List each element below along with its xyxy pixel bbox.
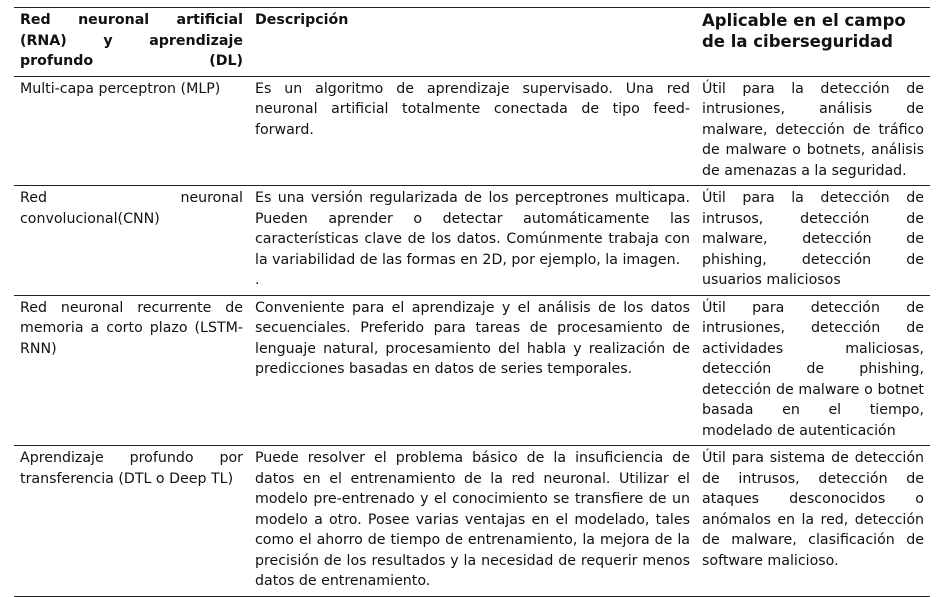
table-row <box>14 295 930 446</box>
row-name: Red neuronal recurrente de memoria a corto plazo (LSTM-RNN) <box>14 295 249 446</box>
row-name: Red neuronal convolucional(CNN) <box>14 186 249 296</box>
table-header-row <box>14 8 930 77</box>
header-description: Descripción <box>249 8 696 77</box>
header-applicability: Aplicable en el campo de la ciberseguridad <box>696 8 930 77</box>
row-description: Puede resolver el problema básico de la insuficiencia de datos en el entrenamiento de la red neuronal. Utilizar el modelo pre-entrenado y el conocimiento se transfiere de un modelo a otro. Posee varias ventajas en el modelado, tales como el ahorro de tiempo de entrenamiento, la mejora de la precisión de los resultados y la necesidad de requerir menos datos de entrenamiento. <box>249 446 696 597</box>
row-name: Aprendizaje profundo por transferencia (DTL o Deep TL) <box>14 446 249 597</box>
table-row <box>14 186 930 296</box>
cybersecurity-neural-network-table <box>14 7 930 597</box>
row-applicability: Útil para la detección de intrusiones, análisis de malware, detección de tráfico de malware o botnets, análisis de amenazas a la seguridad. <box>696 76 930 186</box>
row-applicability: Útil para la detección de intrusos, detección de malware, detección de phishing, detección de usuarios maliciosos <box>696 186 930 296</box>
row-description: Conveniente para el aprendizaje y el análisis de los datos secuenciales. Preferido para tareas de procesamiento de lenguaje natural, procesamiento del habla y realización de predicciones basadas en datos de series temporales. <box>249 295 696 446</box>
table-row <box>14 76 930 186</box>
header-name: Red neuronal artificial (RNA) y aprendizaje profundo (DL) <box>14 8 249 77</box>
row-description: Es un algoritmo de aprendizaje supervisado. Una red neuronal artificial totalmente conectada de tipo feed-forward. <box>249 76 696 186</box>
row-applicability: Útil para detección de intrusiones, detección de actividades maliciosas, detección de phishing, detección de malware o botnet basada en el tiempo, modelado de autenticación <box>696 295 930 446</box>
row-description: Es una versión regularizada de los perceptrones multicapa. Pueden aprender o detectar automáticamente las características clave de los datos. Comúnmente trabaja con la variabilidad de las formas en 2D, por ejemplo, la imagen. <box>255 190 690 268</box>
table-row <box>14 446 930 597</box>
row-applicability: Útil para sistema de detección de intrusos, detección de ataques desconocidos o anómalos en la red, detección de malware, clasificación de software malicioso. <box>696 446 930 597</box>
row-description-cell <box>249 186 696 296</box>
row-name: Multi-capa perceptron (MLP) <box>14 76 249 186</box>
row-description-trailing: . <box>255 272 260 288</box>
